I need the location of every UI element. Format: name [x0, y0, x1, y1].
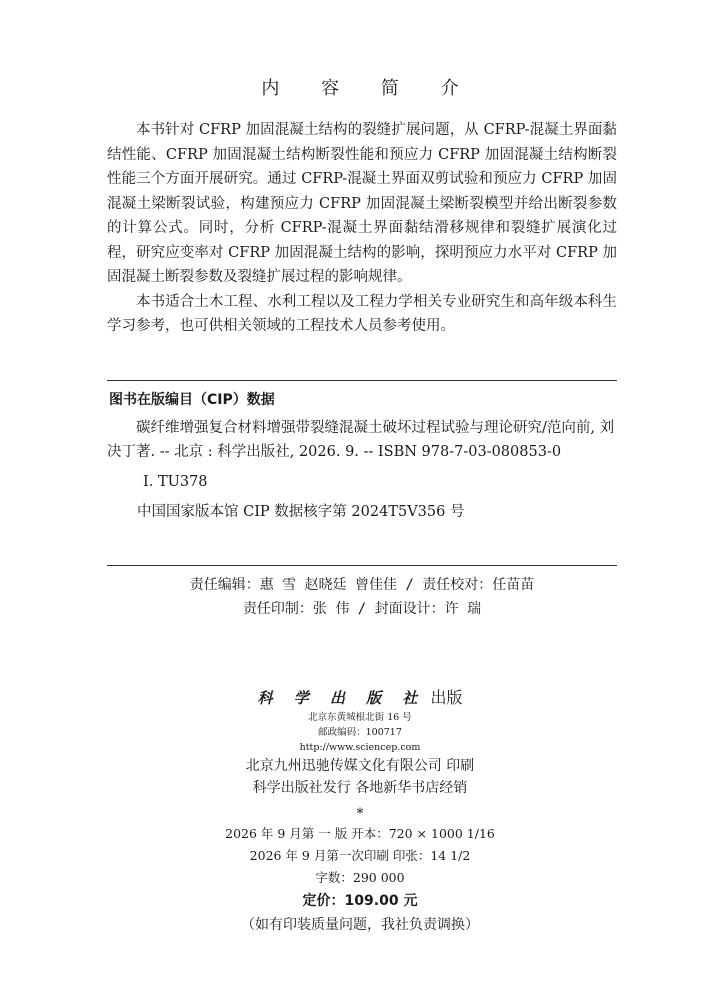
quality-note: （如有印装质量问题，我社负责调换）	[241, 917, 479, 933]
price-line: 定价：109.00 元	[302, 893, 418, 909]
page-title: 内 容 简 介	[261, 78, 477, 99]
printer-line: 北京九州迅驰传媒文化有限公司 印刷	[245, 758, 475, 774]
cip-block	[107, 388, 617, 524]
print-specs	[0, 823, 720, 889]
distribution-line: 科学出版社发行 各地新华书店经销	[252, 780, 468, 796]
word-count-line: 字数：290 000	[315, 870, 405, 885]
editors-line-1: 责任编辑：惠 雪 赵晓廷 曾佳佳 / 责任校对：任苗苗	[189, 577, 535, 593]
cip-heading: 图书在版编目（CIP）数据	[109, 392, 275, 408]
publisher-line	[0, 686, 720, 710]
intro-paragraph-2: 本书适合土木工程、水利工程以及工程力学相关专业研究生和高年级本科生学习参考，也可供相关领域的工程技术人员参考使用。	[107, 293, 617, 334]
edition-line: 2026 年 9 月第 一 版 开本：720 × 1000 1/16	[225, 826, 495, 841]
cip-classification: Ⅰ. TU378	[143, 474, 208, 490]
introduction-section	[107, 118, 617, 339]
editors-block	[107, 573, 617, 621]
intro-paragraph-1: 本书针对 CFRP 加固混凝土结构的裂缝扩展问题，从 CFRP-混凝土界面黏结性能、CFRP 加固混凝土结构断裂性能和预应力 CFRP 加固混凝土结构断裂性能三个方面开展研究。通过 CFRP-混凝土界面双剪试验和预应力 CFRP 加固混凝土梁断裂试验，构建预应力 CFRP 加固混凝土梁断裂模型并给出断裂参数的计算公式。同时，分析 CFRP-混凝土界面黏结滑移规律和裂缝扩展演化过程，研究应变率对 CFRP 加固混凝土结构的影响，探明预应力水平对 CFRP 加固混凝土断裂参数及裂缝扩展过程的影响规律。	[107, 122, 617, 285]
cip-top-divider	[107, 380, 617, 381]
printing-line: 2026 年 9 月第一次印刷 印张：14 1/2	[249, 848, 471, 863]
publisher-name: 科 学 出 版 社	[257, 689, 426, 707]
cip-bottom-divider	[107, 565, 617, 566]
cip-record	[107, 416, 617, 464]
editors-line-2: 责任印制：张 伟 / 封面设计：许 瑞	[242, 601, 482, 617]
publisher-url: http://www.sciencep.com	[299, 742, 421, 753]
publisher-name-suffix: 出版	[430, 688, 463, 707]
publisher-address: 北京东黄城根北街 16 号	[308, 712, 412, 723]
cip-record-text: 碳纤维增强复合材料增强带裂缝混凝土破坏过程试验与理论研究/范向前, 刘决丁著. -- 北京 : 科学出版社, 2026. 9. -- ISBN 978-7-03-080853-0	[107, 420, 615, 460]
publisher-block	[0, 686, 720, 937]
cip-data-number: 中国国家版本馆 CIP 数据核字第 2024T5V356 号	[137, 504, 465, 520]
publisher-postcode: 邮政编码：100717	[318, 727, 402, 738]
separator-star: *	[356, 806, 364, 822]
